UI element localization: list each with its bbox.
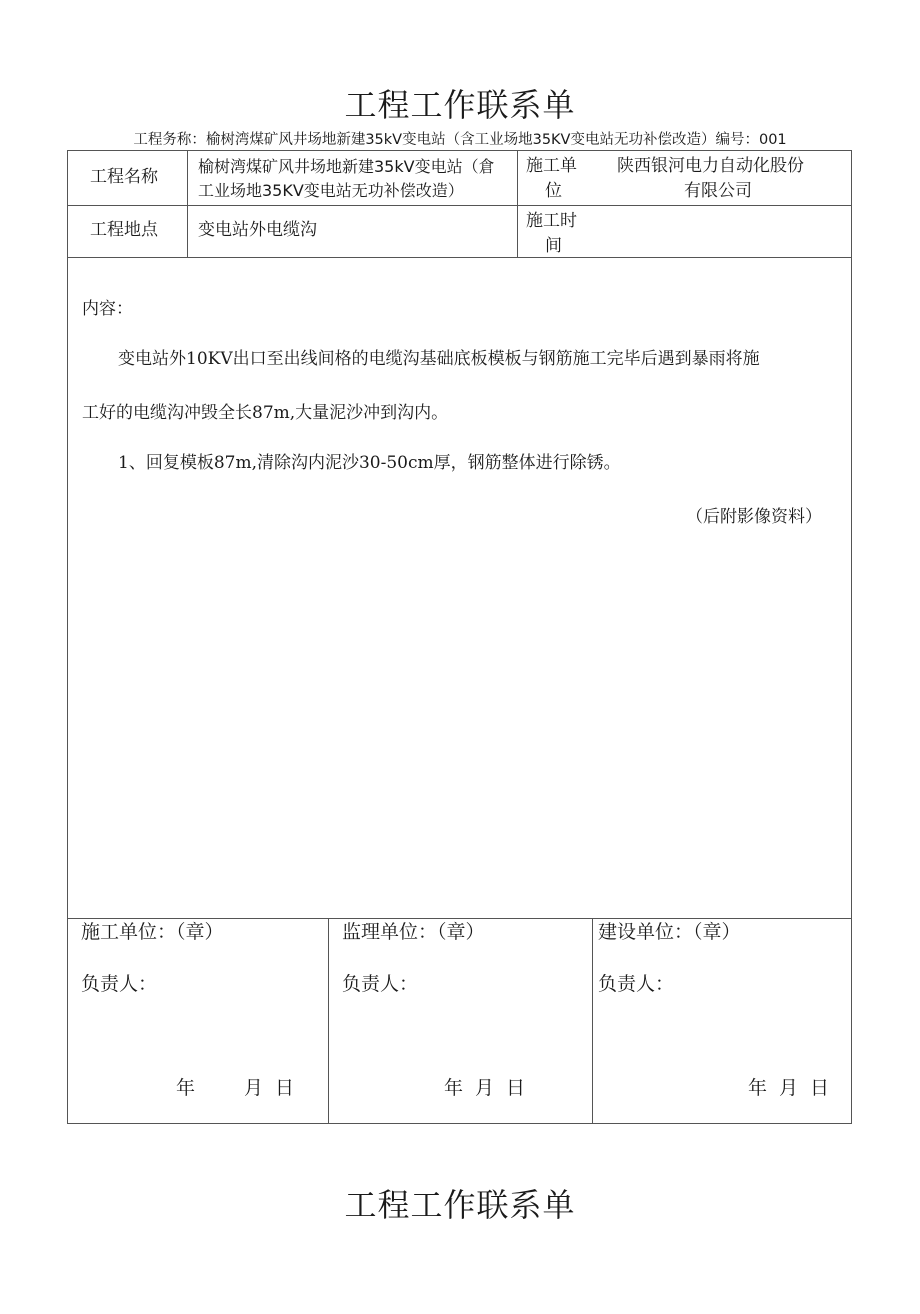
supervisor-person-label: 负责人： xyxy=(342,973,419,995)
next-page-title: 工程工作联系单 xyxy=(344,1186,576,1224)
form-table xyxy=(67,150,852,1124)
owner-date-day: 日 xyxy=(810,1077,830,1099)
supervisor-seal-label: 监理单位：（章） xyxy=(342,921,485,943)
project-name-label: 工程名称 xyxy=(90,167,158,187)
owner-person-label: 负责人： xyxy=(598,973,675,995)
contractor-date-month: 月 xyxy=(244,1077,264,1099)
supervisor-date-day: 日 xyxy=(506,1077,526,1099)
contractor-line1: 陕西银河电力自动化股份 xyxy=(617,156,804,176)
time-label-line1: 施工时 xyxy=(526,211,577,231)
contractor-person-label: 负责人： xyxy=(81,973,158,995)
contractor-label-line1: 施工单 xyxy=(526,156,577,176)
project-subtitle: 工程务称：榆树湾煤矿风井场地新建35kV变电站（含工业场地35KV变电站无功补偿改造）编号：001 xyxy=(133,132,787,148)
content-paragraph-line2: 工好的电缆沟冲毁全长87m,大量泥沙冲到沟内。 xyxy=(82,403,449,423)
owner-date-month: 月 xyxy=(779,1077,799,1099)
project-name-line1: 榆树湾煤矿风井场地新建35kV变电站（倉 xyxy=(198,157,495,176)
contractor-date-year: 年 xyxy=(176,1077,196,1099)
project-name-line2: 工业场地35KV变电站无功补偿改造） xyxy=(198,181,464,200)
supervisor-date-month: 月 xyxy=(475,1077,495,1099)
contractor-seal-label: 施工单位：（章） xyxy=(81,921,224,943)
supervisor-date-year: 年 xyxy=(444,1077,464,1099)
content-paragraph-line1: 变电站外10KV出口至出线间格的电缆沟基础底板模板与钢筋施工完毕后遇到暴雨将施 xyxy=(118,349,760,369)
owner-seal-label: 建设单位：（章） xyxy=(598,921,741,943)
page-title: 工程工作联系单 xyxy=(344,86,576,124)
content-item-1: 1、回复模板87m,清除沟内泥沙30-50cm厚，钢筋整体进行除锈。 xyxy=(118,453,621,473)
contractor-date-day: 日 xyxy=(275,1077,295,1099)
row-divider xyxy=(67,257,852,258)
time-label-line2: 间 xyxy=(545,236,562,256)
row-divider xyxy=(67,205,852,206)
contractor-line2: 有限公司 xyxy=(684,181,752,201)
attachment-note: （后附影像资料） xyxy=(686,507,822,527)
owner-date-year: 年 xyxy=(748,1077,768,1099)
location-label: 工程地点 xyxy=(90,220,158,240)
contractor-label-line2: 位 xyxy=(545,181,562,201)
col-divider xyxy=(187,150,188,257)
col-divider xyxy=(328,918,329,1124)
col-divider xyxy=(517,150,518,257)
location-value: 变电站外电缆沟 xyxy=(198,220,317,240)
col-divider xyxy=(592,918,593,1124)
content-label: 内容： xyxy=(82,299,133,319)
